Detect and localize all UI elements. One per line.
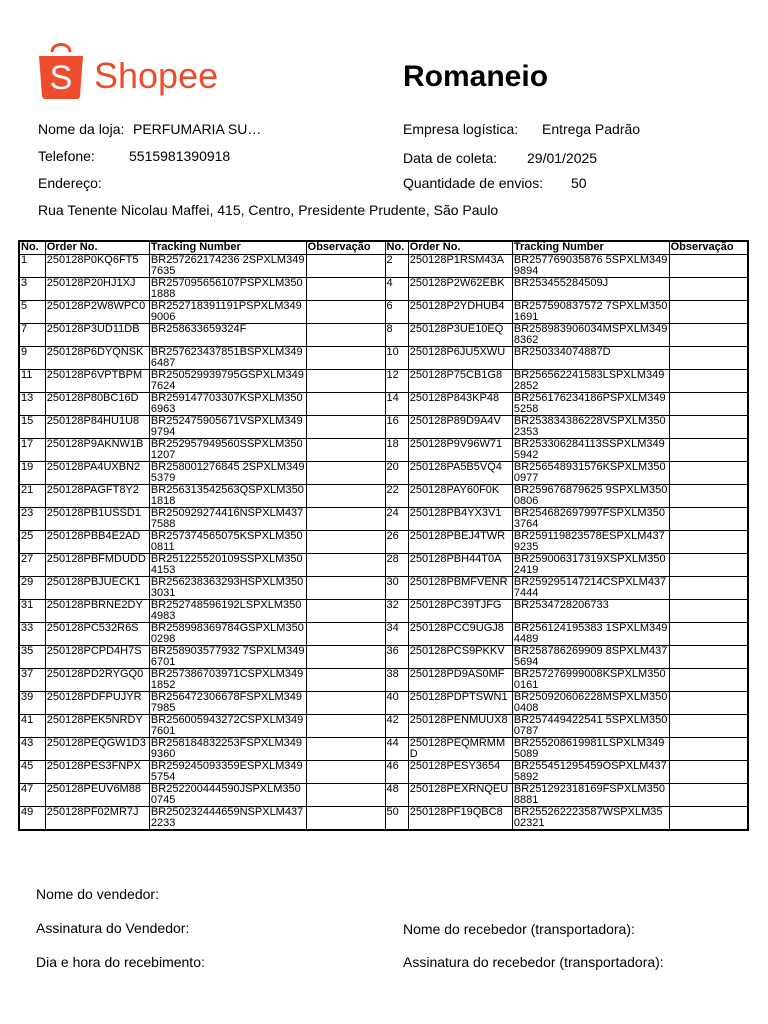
- cell-observacao-2: [669, 715, 748, 738]
- table-row: [19, 623, 748, 646]
- brand-name: Shopee: [94, 55, 219, 96]
- address-value: Rua Tenente Nicolau Maffei, 415, Centro, Presidente Prudente, São Paulo: [38, 202, 499, 218]
- cell-observacao-2: [669, 738, 748, 761]
- cell-no-2: 50: [385, 807, 408, 831]
- cell-order-no-2: 250128PB4YX3V1: [408, 508, 512, 531]
- cell-order-no-2: 250128PAY60F0K: [408, 485, 512, 508]
- cell-tracking-number: BR252748596192LSPXLM3504983: [149, 600, 306, 623]
- cell-order-no: 250128PEQGW1D3: [45, 738, 149, 761]
- cell-order-no-2: 250128P9V96W71: [408, 439, 512, 462]
- cell-tracking-number: BR250529939795GSPXLM3497624: [149, 370, 306, 393]
- table-row: [19, 692, 748, 715]
- cell-no: 25: [19, 531, 45, 554]
- store-label: Nome da loja:: [38, 121, 125, 137]
- cell-no-2: 44: [385, 738, 408, 761]
- cell-order-no: 250128PBRNE2DY: [45, 600, 149, 623]
- table-row: [19, 531, 748, 554]
- cell-no: 13: [19, 393, 45, 416]
- cell-order-no-2: 250128PBEJ4TWR: [408, 531, 512, 554]
- cell-tracking-number-2: BR258983906034MSPXLM3498362: [513, 323, 668, 346]
- count-value: 50: [571, 175, 587, 191]
- cell-observacao: [306, 393, 385, 416]
- cell-no-2: 42: [385, 715, 408, 738]
- shopee-logo: [36, 38, 236, 102]
- cell-no-2: 26: [385, 531, 408, 554]
- cell-observacao-2: [669, 301, 748, 324]
- cell-order-no: 250128P0KQ6FT5: [45, 255, 149, 278]
- seller-signature-label: Assinatura do Vendedor:: [36, 920, 190, 936]
- cell-no: 29: [19, 577, 45, 600]
- cell-tracking-number-2: BR258786269909 8SPXLM4375694: [513, 645, 668, 668]
- cell-no-2: 2: [385, 255, 408, 278]
- cell-order-no-2: 250128P75CB1G8: [408, 370, 512, 393]
- header-observacao-2: Observação: [669, 241, 748, 255]
- cell-observacao: [306, 715, 385, 738]
- cell-order-no-2: 250128PESY3654: [408, 761, 512, 784]
- cell-observacao: [306, 623, 385, 646]
- cell-tracking-number: BR251225520109SSPXLM3504153: [149, 554, 306, 577]
- cell-tracking-number-2: BR255451295459OSPXLM4375892: [512, 761, 669, 784]
- cell-tracking-number: BR252718391191PSPXLM3499006: [149, 301, 306, 324]
- cell-no: 17: [19, 439, 45, 462]
- header-tracking-number-2: Tracking Number: [512, 241, 669, 255]
- cell-tracking-number: BR259147703307KSPXLM3506963: [149, 393, 306, 416]
- svg-text:S: S: [49, 59, 73, 97]
- cell-order-no: 250128PBFMDUDD: [45, 554, 149, 577]
- cell-no: 11: [19, 370, 45, 393]
- cell-observacao-2: [669, 554, 748, 577]
- table-row: [19, 439, 748, 462]
- cell-observacao: [306, 646, 385, 669]
- cell-observacao: [306, 738, 385, 761]
- pickup-label: Data de coleta:: [403, 150, 498, 166]
- cell-observacao-2: [669, 347, 748, 370]
- cell-order-no: 250128P3UD11DB: [45, 324, 149, 347]
- cell-no-2: 6: [385, 301, 408, 324]
- cell-observacao: [306, 692, 385, 715]
- cell-order-no-2: 250128PC39TJFG: [408, 600, 512, 623]
- table-row: [19, 646, 748, 669]
- cell-tracking-number-2: BR257449422541 5SPXLM3500787: [513, 714, 668, 737]
- cell-tracking-number: BR258903577932 7SPXLM3496701: [150, 645, 305, 668]
- cell-order-no-2: 250128P1RSM43A: [408, 255, 512, 278]
- cell-tracking-number-2: BR259119823578ESPXLM4379235: [512, 531, 669, 554]
- cell-order-no: 250128PB1USSD1: [45, 508, 149, 531]
- cell-tracking-number: BR256005943272CSPXLM3497601: [149, 715, 306, 738]
- cell-observacao-2: [669, 784, 748, 807]
- cell-tracking-number-2: BR256124195383 1SPXLM3494489: [513, 622, 668, 645]
- address-label: Endereço:: [38, 175, 102, 191]
- cell-order-no: 250128P6DYQNSK: [45, 347, 149, 370]
- cell-order-no: 250128PF02MR7J: [45, 807, 149, 831]
- cell-order-no-2: 250128PEQMRMMD: [408, 738, 512, 761]
- cell-no: 35: [19, 646, 45, 669]
- cell-order-no: 250128P6VPTBPM: [45, 370, 149, 393]
- cell-observacao-2: [669, 646, 748, 669]
- table-row: [19, 347, 748, 370]
- cell-observacao-2: [669, 255, 748, 278]
- cell-observacao: [306, 416, 385, 439]
- cell-tracking-number: BR258001276845 2SPXLM3495379: [150, 461, 305, 484]
- logistics-label: Empresa logística:: [403, 121, 519, 137]
- cell-no-2: 8: [385, 324, 408, 347]
- cell-tracking-number: BR257374565075KSPXLM3500811: [149, 531, 306, 554]
- cell-no: 7: [19, 324, 45, 347]
- header-order-no-2: Order No.: [408, 241, 512, 255]
- page-title: Romaneio: [403, 60, 549, 93]
- header-no: No.: [19, 241, 45, 255]
- cell-no: 49: [19, 807, 45, 831]
- cell-order-no: 250128P84HU1U8: [45, 416, 149, 439]
- cell-tracking-number-2: BR254682697997FSPXLM3503764: [512, 508, 669, 531]
- cell-observacao: [306, 347, 385, 370]
- cell-observacao-2: [669, 416, 748, 439]
- cell-tracking-number-2: BR253306284113SSPXLM3495942: [512, 439, 669, 462]
- phone-value: 5515981390918: [129, 148, 231, 164]
- cell-order-no-2: 250128PCC9UGJ8: [408, 623, 512, 646]
- cell-order-no: 250128PBB4E2AD: [45, 531, 149, 554]
- cell-tracking-number-2: BR259295147214CSPXLM4377444: [512, 577, 669, 600]
- cell-observacao: [306, 462, 385, 485]
- cell-no-2: 36: [385, 646, 408, 669]
- cell-tracking-number-2: BR259006317319XSPXLM3502419: [512, 554, 669, 577]
- cell-order-no-2: 250128PBMFVENR: [408, 577, 512, 600]
- cell-order-no: 250128P20HJ1XJ: [45, 278, 149, 301]
- count-label: Quantidade de envios:: [403, 175, 544, 191]
- receiver-signature-label: Assinatura do recebedor (transportadora):: [403, 954, 664, 970]
- cell-order-no-2: 250128P89D9A4V: [408, 416, 512, 439]
- table-row: [19, 577, 748, 600]
- cell-tracking-number: BR258184832253FSPXLM3499360: [149, 738, 306, 761]
- cell-observacao: [306, 278, 385, 301]
- cell-order-no-2: 250128PEXRNQEU: [408, 784, 512, 807]
- cell-no-2: 28: [385, 554, 408, 577]
- cell-no: 1: [19, 255, 45, 278]
- cell-observacao-2: [669, 600, 748, 623]
- cell-no-2: 48: [385, 784, 408, 807]
- cell-no: 41: [19, 715, 45, 738]
- cell-order-no: 250128PBJUECK1: [45, 577, 149, 600]
- cell-tracking-number: BR258633659324F: [149, 324, 306, 347]
- cell-order-no-2: 250128PDPTSWN1: [408, 692, 512, 715]
- cell-tracking-number-2: BR257276999008KSPXLM3500161: [512, 669, 669, 692]
- cell-tracking-number-2: BR256562241583LSPXLM3492852: [512, 370, 669, 393]
- cell-tracking-number: BR250232444659NSPXLM4372233: [149, 807, 306, 831]
- cell-observacao: [306, 439, 385, 462]
- cell-order-no-2: 250128PD9AS0MF: [408, 669, 512, 692]
- cell-order-no-2: 250128P2W62EBK: [408, 278, 512, 301]
- cell-tracking-number-2: BR255208619981LSPXLM3495089: [512, 738, 669, 761]
- cell-tracking-number: BR257623437851BSPXLM3496487: [149, 347, 306, 370]
- cell-observacao-2: [669, 439, 748, 462]
- cell-tracking-number-2: BR256548931576KSPXLM3500977: [512, 462, 669, 485]
- cell-no: 33: [19, 623, 45, 646]
- cell-tracking-number: BR256313542563QSPXLM3501818: [149, 485, 306, 508]
- cell-tracking-number: BR256238363293HSPXLM3503031: [149, 577, 306, 600]
- cell-order-no: 250128PCPD4H7S: [45, 646, 149, 669]
- cell-observacao: [306, 301, 385, 324]
- cell-order-no-2: 250128P6JU5XWU: [408, 347, 512, 370]
- phone-label: Telefone:: [38, 148, 95, 164]
- cell-observacao-2: [669, 278, 748, 301]
- cell-observacao-2: [669, 370, 748, 393]
- header-no-2: No.: [385, 241, 408, 255]
- cell-no-2: 40: [385, 692, 408, 715]
- cell-observacao-2: [669, 485, 748, 508]
- cell-no: 9: [19, 347, 45, 370]
- shopee-bag-icon: [36, 38, 236, 102]
- cell-observacao: [306, 669, 385, 692]
- cell-no-2: 18: [385, 439, 408, 462]
- header-tracking-number: Tracking Number: [149, 241, 306, 255]
- cell-no: 5: [19, 301, 45, 324]
- cell-observacao-2: [669, 393, 748, 416]
- table-row: [19, 600, 748, 623]
- cell-tracking-number-2: BR257769035876 5SPXLM3499894: [513, 254, 668, 277]
- cell-observacao: [306, 255, 385, 278]
- cell-observacao-2: [669, 531, 748, 554]
- cell-tracking-number-2: BR250334074887D: [512, 347, 669, 370]
- cell-no: 3: [19, 278, 45, 301]
- cell-observacao: [306, 531, 385, 554]
- cell-tracking-number-2: BR257590837572 7SPXLM3501691: [513, 300, 668, 323]
- cell-no-2: 22: [385, 485, 408, 508]
- table-row: [19, 278, 748, 301]
- cell-observacao-2: [669, 462, 748, 485]
- cell-observacao: [306, 577, 385, 600]
- cell-no: 47: [19, 784, 45, 807]
- cell-no-2: 32: [385, 600, 408, 623]
- cell-order-no: 250128PEK5NRDY: [45, 715, 149, 738]
- table-row: [19, 715, 748, 738]
- cell-observacao: [306, 485, 385, 508]
- cell-order-no: 250128P80BC16D: [45, 393, 149, 416]
- cell-order-no-2: 250128PENMUUX8: [408, 715, 512, 738]
- store-value: PERFUMARIA SU…: [133, 121, 262, 137]
- cell-tracking-number-2: BR253455284509J: [512, 278, 669, 301]
- table-row: [19, 485, 748, 508]
- cell-no-2: 16: [385, 416, 408, 439]
- cell-no: 37: [19, 669, 45, 692]
- cell-no-2: 12: [385, 370, 408, 393]
- cell-order-no-2: 250128PCS9PKKV: [408, 646, 512, 669]
- table-row: [19, 301, 748, 324]
- table-row: [19, 807, 748, 831]
- cell-no: 31: [19, 600, 45, 623]
- cell-order-no: 250128PEUV6M88: [45, 784, 149, 807]
- header-order-no: Order No.: [45, 241, 149, 255]
- table-row: [19, 370, 748, 393]
- cell-observacao-2: [669, 807, 748, 831]
- manifest-table: [18, 240, 749, 831]
- cell-observacao-2: [669, 669, 748, 692]
- cell-observacao: [306, 761, 385, 784]
- logistics-value: Entrega Padrão: [542, 121, 641, 137]
- cell-order-no: 250128PAGFT8Y2: [45, 485, 149, 508]
- table-row: [19, 508, 748, 531]
- cell-tracking-number: BR250929274416NSPXLM4377588: [149, 508, 306, 531]
- pickup-value: 29/01/2025: [527, 150, 598, 166]
- cell-tracking-number: BR257095656107PSPXLM3501888: [149, 278, 306, 301]
- cell-no: 43: [19, 738, 45, 761]
- cell-order-no: 250128PA4UXBN2: [45, 462, 149, 485]
- cell-tracking-number: BR252957949560SSPXLM3501207: [149, 439, 306, 462]
- cell-tracking-number-2: BR251292318169FSPXLM3508881: [512, 784, 669, 807]
- receipt-datetime-label: Dia e hora do recebimento:: [36, 954, 205, 970]
- cell-order-no: 250128PD2RYGQ0: [45, 669, 149, 692]
- table-row: [19, 393, 748, 416]
- cell-observacao-2: [669, 577, 748, 600]
- cell-order-no: 250128PDFPUJYR: [45, 692, 149, 715]
- cell-observacao: [306, 807, 385, 831]
- table-row: [19, 255, 748, 278]
- cell-no-2: 34: [385, 623, 408, 646]
- cell-tracking-number-2: BR2534728206733: [512, 600, 669, 623]
- cell-tracking-number-2: BR255262223587WSPXLM3502321: [512, 807, 669, 831]
- table-row: [19, 669, 748, 692]
- cell-order-no-2: 250128P3UE10EQ: [408, 324, 512, 347]
- cell-no: 39: [19, 692, 45, 715]
- cell-observacao: [306, 370, 385, 393]
- receiver-name-label: Nome do recebedor (transportadora):: [403, 921, 635, 937]
- cell-order-no: 250128PES3FNPX: [45, 761, 149, 784]
- cell-observacao: [306, 600, 385, 623]
- cell-observacao-2: [669, 508, 748, 531]
- cell-tracking-number-2: BR256176234186PSPXLM3495258: [512, 393, 669, 416]
- cell-tracking-number: BR257386703971CSPXLM3491852: [149, 669, 306, 692]
- cell-no: 23: [19, 508, 45, 531]
- cell-tracking-number-2: BR253834386228VSPXLM3502353: [512, 416, 669, 439]
- cell-observacao: [306, 324, 385, 347]
- seller-name-label: Nome do vendedor:: [36, 886, 159, 902]
- cell-observacao-2: [669, 692, 748, 715]
- cell-tracking-number: BR252200444590JSPXLM3500745: [149, 784, 306, 807]
- cell-no: 21: [19, 485, 45, 508]
- cell-no: 27: [19, 554, 45, 577]
- cell-order-no-2: 250128PA5B5VQ4: [408, 462, 512, 485]
- cell-no: 45: [19, 761, 45, 784]
- cell-order-no-2: 250128PF19QBC8: [408, 807, 512, 831]
- cell-tracking-number-2: BR250920606228MSPXLM3500408: [513, 691, 668, 714]
- cell-observacao: [306, 784, 385, 807]
- cell-order-no-2: 250128P843KP48: [408, 393, 512, 416]
- table-row: [19, 784, 748, 807]
- header-observacao: Observação: [306, 241, 385, 255]
- cell-observacao-2: [669, 761, 748, 784]
- cell-no-2: 10: [385, 347, 408, 370]
- table-row: [19, 761, 748, 784]
- cell-no: 19: [19, 462, 45, 485]
- table-header-row: [19, 241, 748, 255]
- cell-no: 15: [19, 416, 45, 439]
- table-row: [19, 324, 748, 347]
- cell-order-no: 250128PC532R6S: [45, 623, 149, 646]
- table-row: [19, 554, 748, 577]
- cell-order-no-2: 250128PBH44T0A: [408, 554, 512, 577]
- cell-observacao-2: [669, 623, 748, 646]
- cell-no-2: 20: [385, 462, 408, 485]
- cell-order-no: 250128P2W8WPC0: [45, 301, 149, 324]
- cell-tracking-number: BR258998369784GSPXLM3500298: [149, 623, 306, 646]
- cell-observacao: [306, 554, 385, 577]
- cell-order-no: 250128P9AKNW1B: [45, 439, 149, 462]
- cell-no-2: 46: [385, 761, 408, 784]
- table-row: [19, 416, 748, 439]
- cell-tracking-number: BR259245093359ESPXLM3495754: [149, 761, 306, 784]
- cell-tracking-number: BR257262174236 2SPXLM3497635: [150, 254, 305, 277]
- cell-no-2: 4: [385, 278, 408, 301]
- cell-no-2: 24: [385, 508, 408, 531]
- table-row: [19, 738, 748, 761]
- cell-no-2: 14: [385, 393, 408, 416]
- cell-tracking-number: BR252475905671VSPXLM3499794: [149, 416, 306, 439]
- cell-no-2: 38: [385, 669, 408, 692]
- cell-order-no-2: 250128P2YDHUB4: [408, 301, 512, 324]
- cell-no-2: 30: [385, 577, 408, 600]
- cell-tracking-number-2: BR259676879625 9SPXLM3500806: [513, 484, 668, 507]
- cell-observacao-2: [669, 324, 748, 347]
- cell-observacao: [306, 508, 385, 531]
- table-row: [19, 462, 748, 485]
- cell-tracking-number: BR256472306678FSPXLM3497985: [149, 692, 306, 715]
